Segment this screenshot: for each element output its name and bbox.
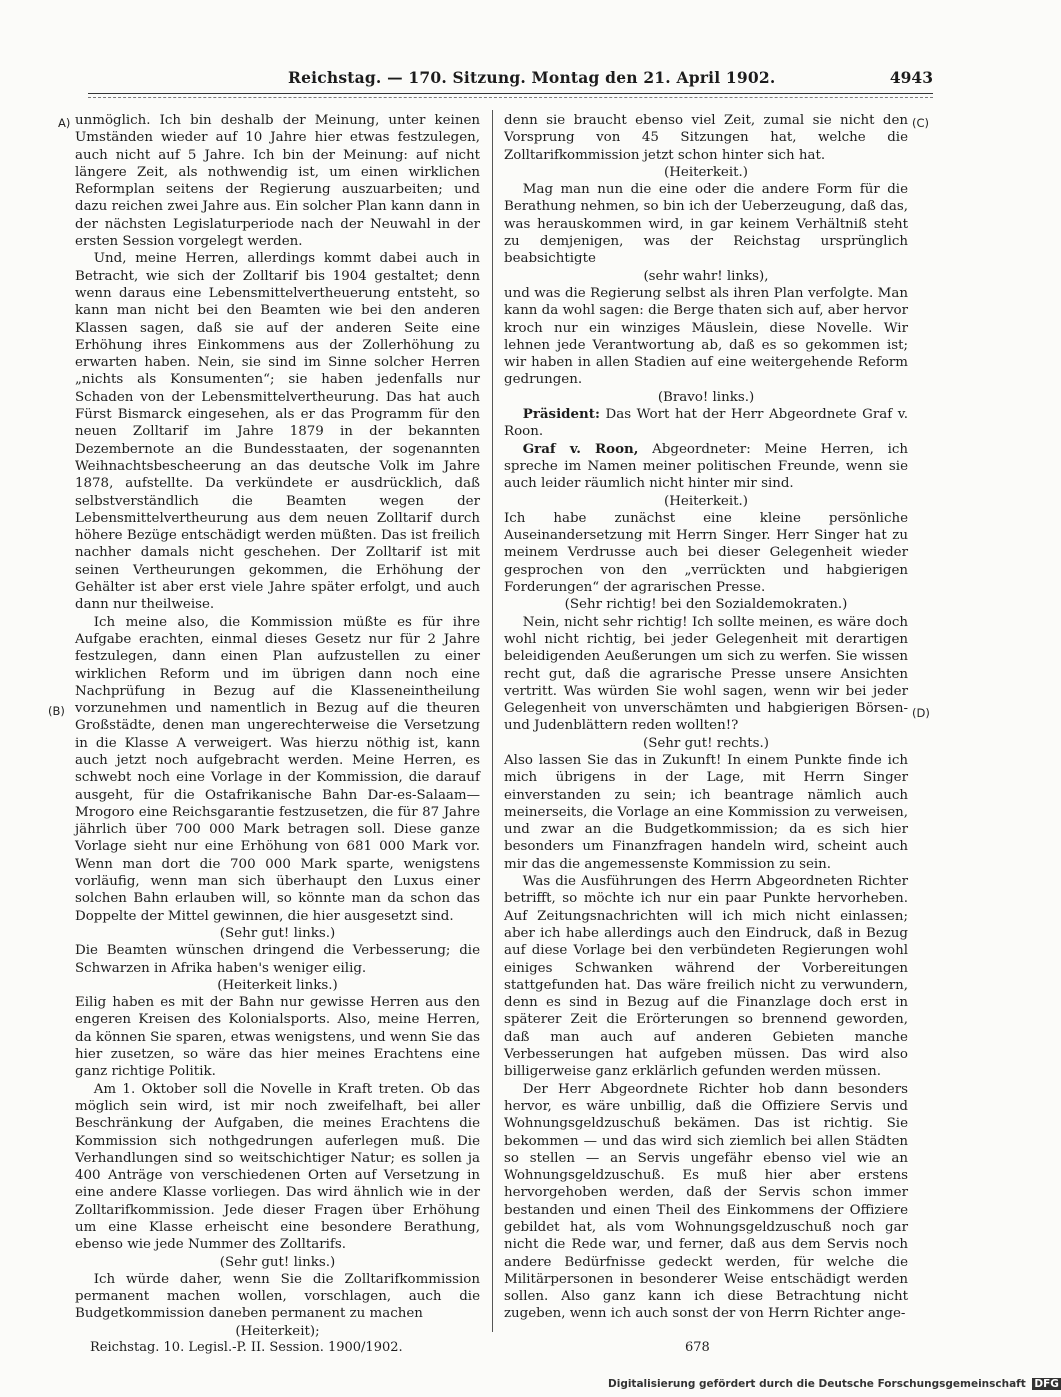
speaker-name: Präsident:: [522, 406, 600, 423]
paragraph-text: Nein, nicht sehr richtig! Ich sollte meinen, es wäre doch wohl nicht richtig, bei jeder Gelegenheit mit derartigen beleidigenden Aeußerungen um sich zu werfen. Sie wissen recht gut, daß die agrarische Presse unsere Ansichten vertritt. Was würden Sie wohl sagen, wenn wir bei jeder Gelegenheit von unverschämten und habgierigen Börsen- und Judenblättern reden wollten!?: [504, 614, 908, 734]
margin-mark-a: A): [58, 116, 71, 130]
paragraph-text: (Heiterkeit);: [235, 1323, 320, 1339]
running-header: [88, 68, 933, 92]
paragraph: [504, 441, 908, 493]
paragraph-text: Mag man nun die eine oder die andere Form für die Berathung nehmen, so bin ich der Ueberzeugung, daß das, was herauskommen wird, in gar keinem Verhältniß steht zu demjenigen, was der Reichstag ursprünglich beabsichtigte: [504, 182, 908, 267]
column-divider: [492, 110, 493, 1332]
paragraph-text: Die Beamten wünschen dringend die Verbesserung; die Schwarzen in Afrika haben's weniger eilig.: [75, 943, 480, 976]
dfg-logo: DFG: [1034, 1378, 1059, 1390]
paragraph-text: denn sie braucht ebenso viel Zeit, zumal sie nicht den Vorsprung von 45 Sitzungen hat, welche die Zolltarifkommission jetzt schon hinter sich hat.: [504, 113, 908, 163]
paragraph-text: (Sehr gut! rechts.): [642, 735, 769, 751]
paragraph: [504, 752, 908, 873]
paragraph-text: und was die Regierung selbst als ihren Plan verfolgte. Man kann da wohl sagen: die Berge thaten sich auf, aber hervor kroch nur ein winziges Mäuslein, diese Novelle. Wir lehnen jede Verantwortung ab, daß es so gekommen ist; wir haben in allen Stadien auf eine weitergehende Reform gedrungen.: [504, 285, 908, 388]
paragraph: [504, 1081, 908, 1323]
paragraph-text: (Bravo! links.): [657, 389, 755, 405]
paragraph-text: Was die Ausführungen des Herrn Abgeordneten Richter betrifft, so möchte ich nur ein paar Punkte hervorheben. Auf Zeitungsnachrichten will ich mich nicht einlassen; aber ich habe allerdings auch den Eindruck, daß in Bezug auf diese Vorlage bei den verbündeten Regierungen wohl einiges Schwanken während der Vorbereitungen stattgefunden hat. Das wäre freilich nicht zu verwundern, denn es sind in Bezug auf die Finanzlage doch erst in späterer Zeit die Erörterungen so brennend geworden, daß man auch auf anderen Gebieten manche Verbesserungen hat aufgeben müssen. Das wird also billigerweise ganz erklärlich gefunden werden müssen.: [504, 874, 908, 1080]
interjection: [504, 389, 908, 406]
interjection: [504, 493, 908, 510]
paragraph-text: Und, meine Herren, allerdings kommt dabei auch in Betracht, wie sich der Zolltarif bis 1904 gestaltet; denn wenn daraus eine Lebensmittelvertheuerung entsteht, so kann man nicht bei den Beamten wie bei den anderen Klassen sagen, daß sie auf der anderen Seite eine Erhöhung ihres Einkommens aus der Zollerhöhung zu erwarten haben. Nein, sie sind im Sinne solcher Herren „nichts als Konsumenten“; sie haben jedenfalls nur Schaden von der Lebensmittelvertheurung. Das hat auch Fürst Bismarck eingesehen, als er das Programm für den neuen Zolltarif im Jahre 1879 in der bekannten Dezembernote an die Bundesstaaten, der sogenannten Weihnachtsbescheerung an das deutsche Volk im Jahre 1878, aufstellte. Da verkündete er ausdrücklich, daß selbstverständlich die Beamten wegen der Lebensmittelvertheurung aus dem neuen Zolltarif durch höhere Bezüge entschädigt werden müßten. Das ist freilich nachher damals nicht geschehen. Der Zolltarif ist mit seinen Vertheurungen gekommen, die Erhöhung der Gehälter ist aber erst viele Jahre später erfolgt, und auch dann nur theilweise.: [75, 251, 480, 613]
paragraph: [504, 873, 908, 1081]
right-text-column: [504, 112, 908, 1323]
paragraph-text: (Heiterkeit.): [664, 493, 748, 509]
paragraph-text: Also lassen Sie das in Zukunft! In einem Punkte finde ich mich übrigens in der Lage, mit Herrn Singer einverstanden zu sein; ich beantrage nämlich auch meinerseits, die Vorlage an eine Kommission zu verweisen, und zwar an die Budgetkommission; da es sich hier besonders um Finanzfragen handeln wird, scheint auch mir das die angemessenste Kommission zu sein.: [504, 752, 908, 872]
paragraph: [504, 285, 908, 389]
paragraph: [75, 250, 480, 613]
paragraph: [504, 112, 908, 164]
paragraph: [504, 406, 908, 441]
paragraph-text: Eilig haben es mit der Bahn nur gewisse Herren aus den engeren Kreisen des Kolonialsports. Also, meine Herren, da können Sie sparen, etwas wenigstens, und wenn Sie das hier zusetzen, so wäre das hier meines Erachtens eine ganz richtige Politik.: [75, 995, 480, 1080]
footer-session-info: Reichstag. 10. Legisl.-P. II. Session. 1900/1902.: [90, 1340, 403, 1355]
paragraph: [75, 112, 480, 250]
paragraph-text: (sehr wahr! links),: [643, 268, 769, 284]
interjection: [75, 977, 480, 994]
interjection: [75, 1323, 480, 1340]
paragraph-text: Am 1. Oktober soll die Novelle in Kraft treten. Ob das möglich sein wird, ist mir noch zweifelhaft, bei aller Beschränkung der Aufgaben, die meines Erachtens die Kommission sich nothgedrungen auferlegen muß. Die Verhandlungen sind so weitschichtiger Natur; es sollen ja 400 Anträge von verschiedenen Orten auf Versetzung in eine andere Klasse vorliegen. Das wird ähnlich wie in der Zolltarifkommission. Jede dieser Fragen über Erhöhung um eine Klasse erheischt eine besondere Berathung, ebenso wie jede Nummer des Zolltarifs.: [75, 1081, 480, 1253]
paragraph: [75, 614, 480, 925]
header-rule: [88, 93, 933, 94]
speaker-name: Graf v. Roon,: [522, 440, 639, 457]
interjection: [504, 735, 908, 752]
header-title: Reichstag. — 170. Sitzung. Montag den 21. April 1902.: [288, 68, 776, 87]
digitization-notice-text: Digitalisierung gefördert durch die Deutsche Forschungsgemeinschaft: [608, 1378, 1026, 1390]
paragraph-text: unmöglich. Ich bin deshalb der Meinung, unter keinen Umständen wieder auf 10 Jahre hier etwas festzulegen, auch nicht auf 5 Jahre. Ich bin der Meinung: auf nicht längere Zeit, als nothwendig ist, um einen wirklichen Reformplan seitens der Regierung auszuarbeiten; und dazu reichen zwei Jahre aus. Ein solcher Plan kann dann in der nächsten Legislaturperiode nach der Neuwahl in der ersten Session vorgelegt werden.: [75, 113, 480, 250]
paragraph: [504, 510, 908, 596]
interjection: [75, 925, 480, 942]
paragraph: [75, 994, 480, 1080]
interjection: [504, 164, 908, 181]
paragraph: [75, 1271, 480, 1323]
margin-mark-c: (C): [912, 116, 930, 130]
interjection: [504, 596, 908, 613]
paragraph-text: (Sehr gut! links.): [219, 925, 336, 941]
paragraph-text: Ich meine also, die Kommission müßte es für ihre Aufgabe erachten, einmal dieses Gesetz nur für 2 Jahre festzulegen, dann einen Plan aufzustellen zu einer wirklichen Reform und im übrigen dann noch eine Nachprüfung in Bezug auf die Klasseneintheilung vorzunehmen und namentlich in Bezug auf die theuren Großstädte, denen man ungerechterweise die Versetzung in die Klasse A verweigert. Was hierzu nöthig ist, kann auch jetzt noch aufgebracht werden. Meine Herren, es schwebt noch eine Vorlage in der Kommission, die darauf ausgeht, für die Ostafrikanische Bahn Dar-es-Salaam—Mrogoro eine Reichsgarantie festzusetzen, die für 87 Jahre jährlich über 700 000 Mark betragen soll. Diese ganze Vorlage sieht nur eine Erhöhung von 681 000 Mark vor. Wenn man dort die 700 000 Mark sparte, wenigstens vorläufig, wenn man sich überhaupt den Luxus einer solchen Bahn erlauben will, so könnte man da schon das Doppelte der Mittel gewinnen, die hier ausgesetzt sind.: [75, 614, 480, 924]
paragraph-text: Das Wort hat der Herr Abgeordnete Graf v. Roon.: [504, 407, 908, 440]
interjection: [75, 1254, 480, 1271]
paragraph-text: (Sehr gut! links.): [219, 1254, 336, 1270]
interjection: [504, 268, 908, 285]
paragraph-text: Ich würde daher, wenn Sie die Zolltarifkommission permanent machen wollen, vorschlagen, auch die Budgetkommission daneben permanent zu machen: [75, 1271, 480, 1322]
page-number: 4943: [889, 68, 933, 87]
margin-mark-b: (B): [48, 704, 65, 718]
paragraph-text: Der Herr Abgeordnete Richter hob dann besonders hervor, es wäre unbillig, daß die Offiziere Servis und Wohnungsgeldzuschuß bekämen. Das ist richtig. Sie bekommen — und das wird sich ziemlich bei allen Städten so stellen — an Servis ungefähr ebenso viel wie an Wohnungsgeldzuschuß. Es muß hier aber erstens hervorgehoben werden, daß der Servis schon immer bestanden und einen Theil des Einkommens der Offiziere gebildet hat, als vom Wohnungsgeldzuschuß noch gar nicht die Rede war, und ferner, daß aus dem Servis noch andere Bedürfnisse gedeckt werden, für welche die Militärpersonen in besonderer Weise entschädigt werden sollen. Also ganz kann ich diese Betrachtung nicht zugeben, wenn ich auch sonst der von Herrn Richter ange-: [504, 1081, 908, 1322]
margin-mark-d: (D): [912, 706, 930, 720]
paragraph-text: Abgeordneter: Meine Herren, ich spreche im Namen meiner politischen Freunde, wenn sie auch leider räumlich nicht hinter mir sind.: [504, 441, 908, 492]
paragraph: [75, 1081, 480, 1254]
paragraph: [75, 942, 480, 977]
paragraph: [504, 181, 908, 267]
paragraph: [504, 614, 908, 735]
footer-sheet-number: 678: [685, 1340, 710, 1355]
paragraph-text: Ich habe zunächst eine kleine persönliche Auseinandersetzung mit Herrn Singer. Herr Singer hat zu meinem Verdrusse auch bei dieser Gelegenheit wieder gesprochen von den „verrückten und habgierigen Forderungen“ der agrarischen Presse.: [504, 510, 908, 596]
digitization-notice: [608, 1378, 1061, 1390]
left-text-column: [75, 112, 480, 1340]
header-rule-dashed: [88, 97, 933, 98]
paragraph-text: (Sehr richtig! bei den Sozialdemokraten.): [564, 597, 848, 613]
paragraph-text: (Heiterkeit links.): [217, 977, 338, 993]
paragraph-text: (Heiterkeit.): [664, 164, 748, 180]
